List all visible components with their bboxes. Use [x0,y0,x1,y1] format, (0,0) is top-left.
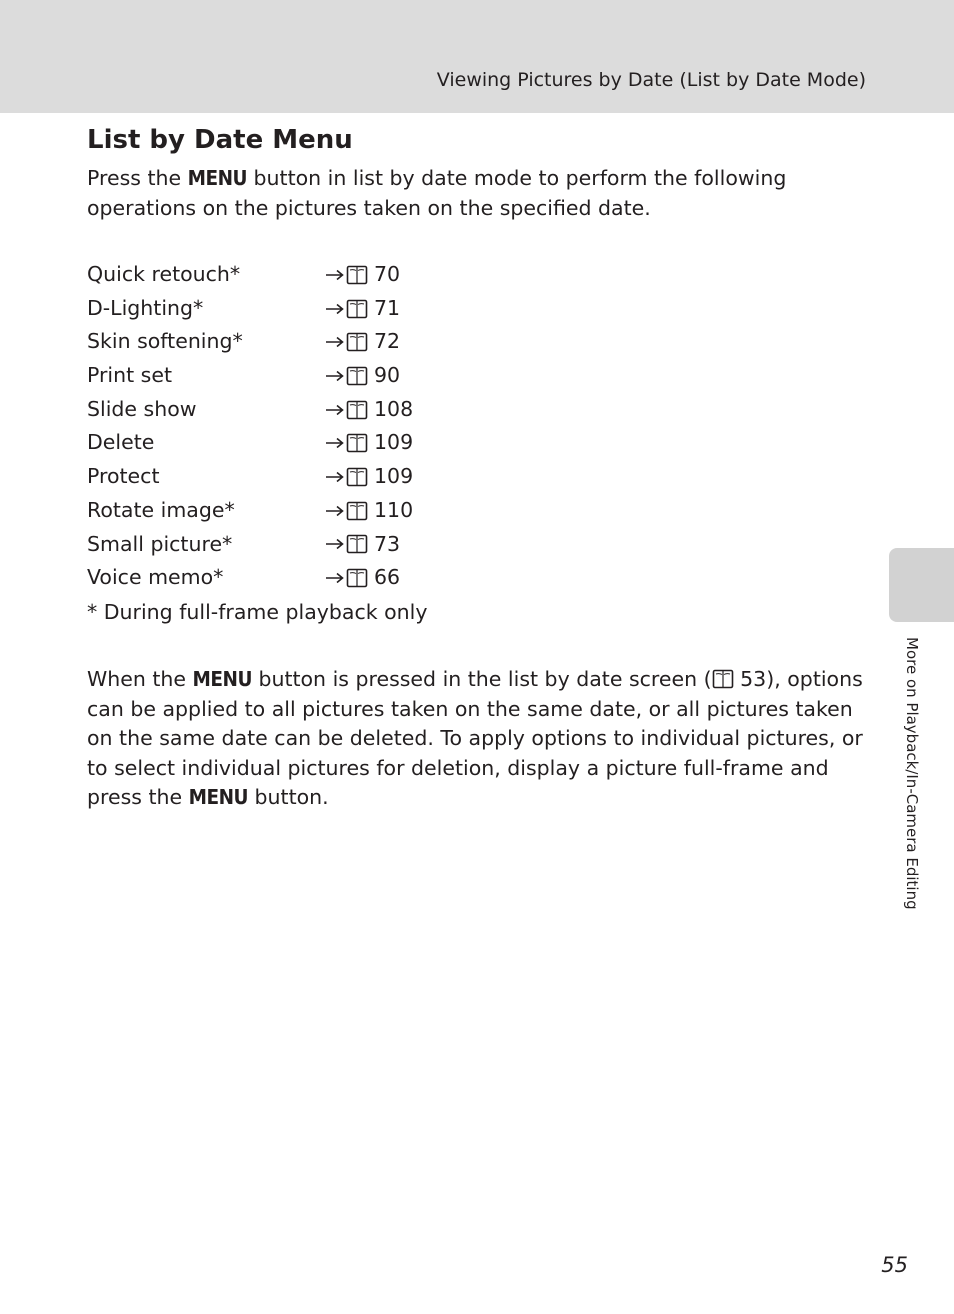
page-number-ref: 70 [374,262,401,286]
page-number-ref: 109 [374,430,414,455]
page-reference [325,528,400,562]
list-item [87,426,487,460]
operation-label: D-Lighting* [87,295,204,320]
closing-text-2: button is pressed in the list by date screen ( [251,667,712,691]
right-arrow-icon [325,571,345,585]
operation-label: Voice memo* [87,565,224,590]
page-reference [325,393,413,427]
book-icon [346,467,368,487]
header-band [0,0,954,113]
list-item [87,325,487,359]
page-reference [325,561,400,595]
menu-button-glyph: MENU [192,667,252,691]
operation-label: Skin softening* [87,329,243,354]
page-number-ref: 108 [374,396,414,421]
book-icon [346,366,368,386]
list-item [87,494,487,528]
list-item [87,393,487,427]
page-number-ref: 66 [374,565,401,590]
menu-button-glyph: MENU [188,785,249,809]
section-title: List by Date Menu [87,125,353,155]
closing-text-1: When the [87,667,193,691]
right-arrow-icon [325,403,345,417]
page-number-ref: 90 [374,363,401,388]
list-item [87,258,487,292]
footnote: * During full-frame playback only [87,600,428,624]
right-arrow-icon [325,470,345,484]
operation-label: Quick retouch* [87,262,241,286]
chapter-tab [889,548,954,622]
operation-label: Rotate image* [87,497,235,522]
closing-text-3: ), options can be applied to all pictures taken on the same date, or all pictures taken on the same date can be deleted. To apply options to individual pictures, or to select individual pictures for deletion, display a picture full-frame and press the [87,667,863,809]
page-number-ref: 109 [374,464,414,489]
page-reference [325,426,413,460]
closing-text-4: button. [248,785,329,809]
page-reference [325,325,400,359]
list-item [87,460,487,494]
closing-paragraph [87,665,867,813]
operation-label: Small picture* [87,531,233,556]
page-reference [325,494,413,528]
page-number: 55 [881,1253,908,1277]
page-number-ref: 73 [374,531,401,556]
right-arrow-icon [325,369,345,383]
right-arrow-icon [325,268,345,282]
list-item [87,292,487,326]
intro-text-start: Press the [87,166,188,190]
page-reference [325,359,400,393]
right-arrow-icon [325,335,345,349]
right-arrow-icon [325,537,345,551]
book-icon [346,501,368,521]
book-icon [346,332,368,352]
menu-button-glyph: MENU [187,166,248,190]
book-icon [346,534,368,554]
operations-list [87,258,487,595]
book-icon [346,265,368,285]
operation-label: Delete [87,430,155,455]
book-icon [346,299,368,319]
closing-ref-page: 53 [733,667,767,691]
right-arrow-icon [325,504,345,518]
book-icon [346,433,368,453]
list-item [87,528,487,562]
page-reference [325,292,400,326]
operation-label: Protect [87,464,160,489]
operation-label: Slide show [87,396,197,421]
page-number-ref: 72 [374,329,401,354]
operation-label: Print set [87,363,173,388]
book-icon [712,669,734,689]
book-icon [346,400,368,420]
list-item [87,561,487,595]
running-head: Viewing Pictures by Date (List by Date Mode) [436,69,866,91]
page-reference [325,258,400,292]
intro-paragraph [87,164,867,223]
intro-text-end: button in list by date mode to perform the following operations on the pictures taken on the specified date. [87,166,787,220]
right-arrow-icon [325,436,345,450]
book-icon [346,568,368,588]
page-number-ref: 110 [374,497,414,522]
right-arrow-icon [325,302,345,316]
page-reference [325,460,413,494]
list-item [87,359,487,393]
chapter-tab-label: More on Playback/In-Camera Editing [903,637,921,910]
page-number-ref: 71 [374,295,401,320]
